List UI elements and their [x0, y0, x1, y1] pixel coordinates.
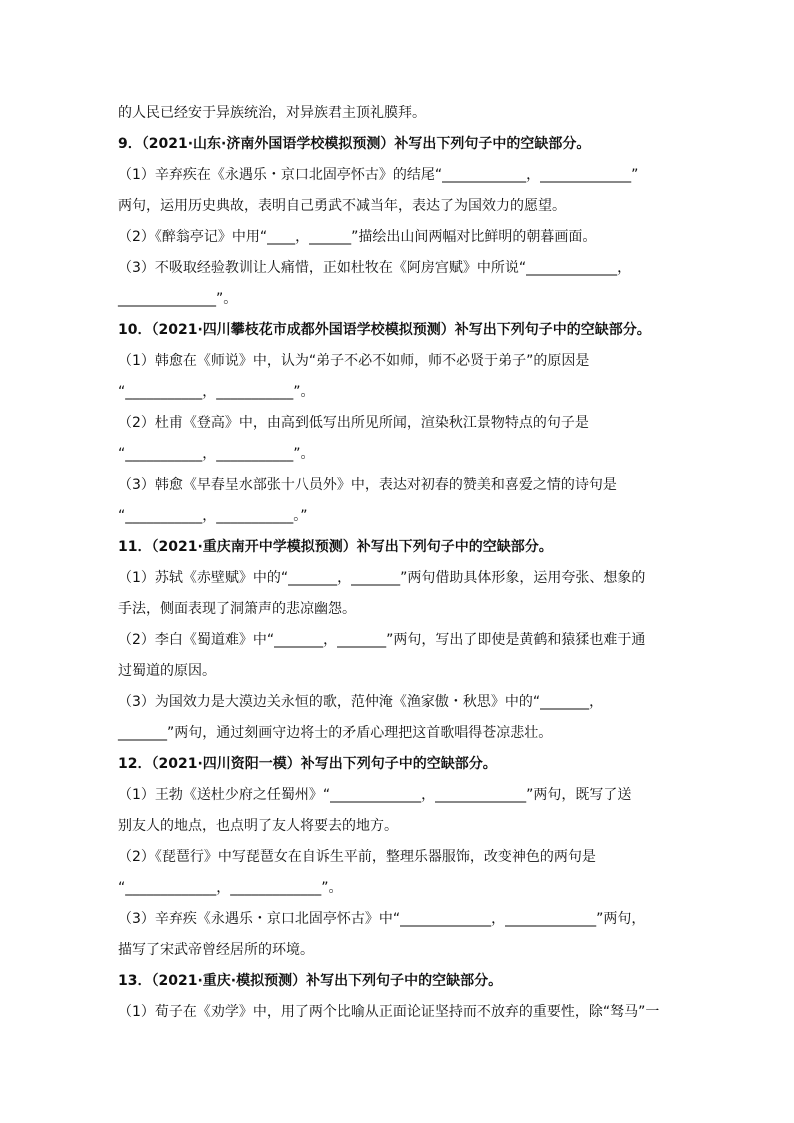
text-line: （1）辛弃疾在《永遇乐・京口北固亭怀古》的结尾“____________，_____________”: [118, 167, 639, 183]
text-line: “_____________，_____________”。: [118, 880, 343, 896]
text-line: （1）王勃《送杜少府之任蜀州》“_____________，_____________”两句，既写了送: [118, 787, 632, 803]
text-line: “___________，___________”。: [118, 446, 315, 462]
question-heading-12: 12．（2021·四川资阳一模）补写出下列句子中的空缺部分。: [118, 756, 497, 772]
text-line: （2）杜甫《登高》中，由高到低写出所见所闻，渲染秋江景物特点的句子是: [118, 415, 589, 431]
text-line: _______”两句，通过刻画守边将士的矛盾心理把这首歌唱得苍凉悲壮。: [118, 725, 553, 741]
text-line: 过蜀道的原因。: [118, 663, 216, 679]
text-line: （1）苏轼《赤壁赋》中的“_______，_______”两句借助具体形象，运用夸张、想象的: [118, 570, 646, 586]
text-line: （3）为国效力是大漠边关永恒的歌，范仲淹《渔家傲・秋思》中的“_______，: [118, 694, 604, 710]
text-line: 两句，运用历史典故，表明自己勇武不减当年，表达了为国效力的愿望。: [118, 198, 566, 214]
text-line: 的人民已经安于异族统治，对异族君主顶礼膜拜。: [118, 105, 426, 121]
text-line: （3）辛弃疾《永遇乐・京口北固亭怀古》中“_____________，_____________”两句，: [118, 911, 646, 927]
question-heading-11: 11．（2021·重庆南开中学模拟预测）补写出下列句子中的空缺部分。: [118, 539, 553, 555]
text-line: “___________，___________”。: [118, 384, 315, 400]
text-line: ______________”。: [118, 291, 238, 307]
text-line: （1）荀子在《劝学》中，用了两个比喻从正面论证坚持而不放弃的重要性，除“驽马”一: [118, 1004, 660, 1020]
text-line: “___________，___________。”: [118, 508, 308, 524]
text-line: （2）《琵琶行》中写琵琶女在自诉生平前，整理乐器服饰，改变神色的两句是: [118, 849, 596, 865]
question-heading-10: 10．（2021·四川攀枝花市成都外国语学校模拟预测）补写出下列句子中的空缺部分。: [118, 322, 651, 338]
text-line: （2）《醉翁亭记》中用“____，______”描绘出山间两幅对比鲜明的朝暮画面。: [118, 229, 597, 245]
text-line: 手法，侧面表现了洞箫声的悲凉幽怨。: [118, 601, 356, 617]
text-line: （2）李白《蜀道难》中“_______，_______”两句，写出了即使是黄鹤和猿猱也难于通: [118, 632, 646, 648]
text-line: 别友人的地点，也点明了友人将要去的地方。: [118, 818, 398, 834]
text-line: （3）不吸取经验教训让人痛惜，正如杜牧在《阿房宫赋》中所说“_____________，: [118, 260, 632, 276]
question-heading-9: 9．（2021·山东·济南外国语学校模拟预测）补写出下列句子中的空缺部分。: [118, 136, 591, 152]
text-line: 描写了宋武帝曾经居所的环境。: [118, 942, 314, 958]
text-line: （1）韩愈在《师说》中，认为“弟子不必不如师，师不必贤于弟子”的原因是: [118, 353, 590, 369]
question-heading-13: 13．（2021·重庆·模拟预测）补写出下列句子中的空缺部分。: [118, 973, 503, 989]
text-line: （3）韩愈《早春呈水部张十八员外》中，表达对初春的赞美和喜爱之情的诗句是: [118, 477, 617, 493]
